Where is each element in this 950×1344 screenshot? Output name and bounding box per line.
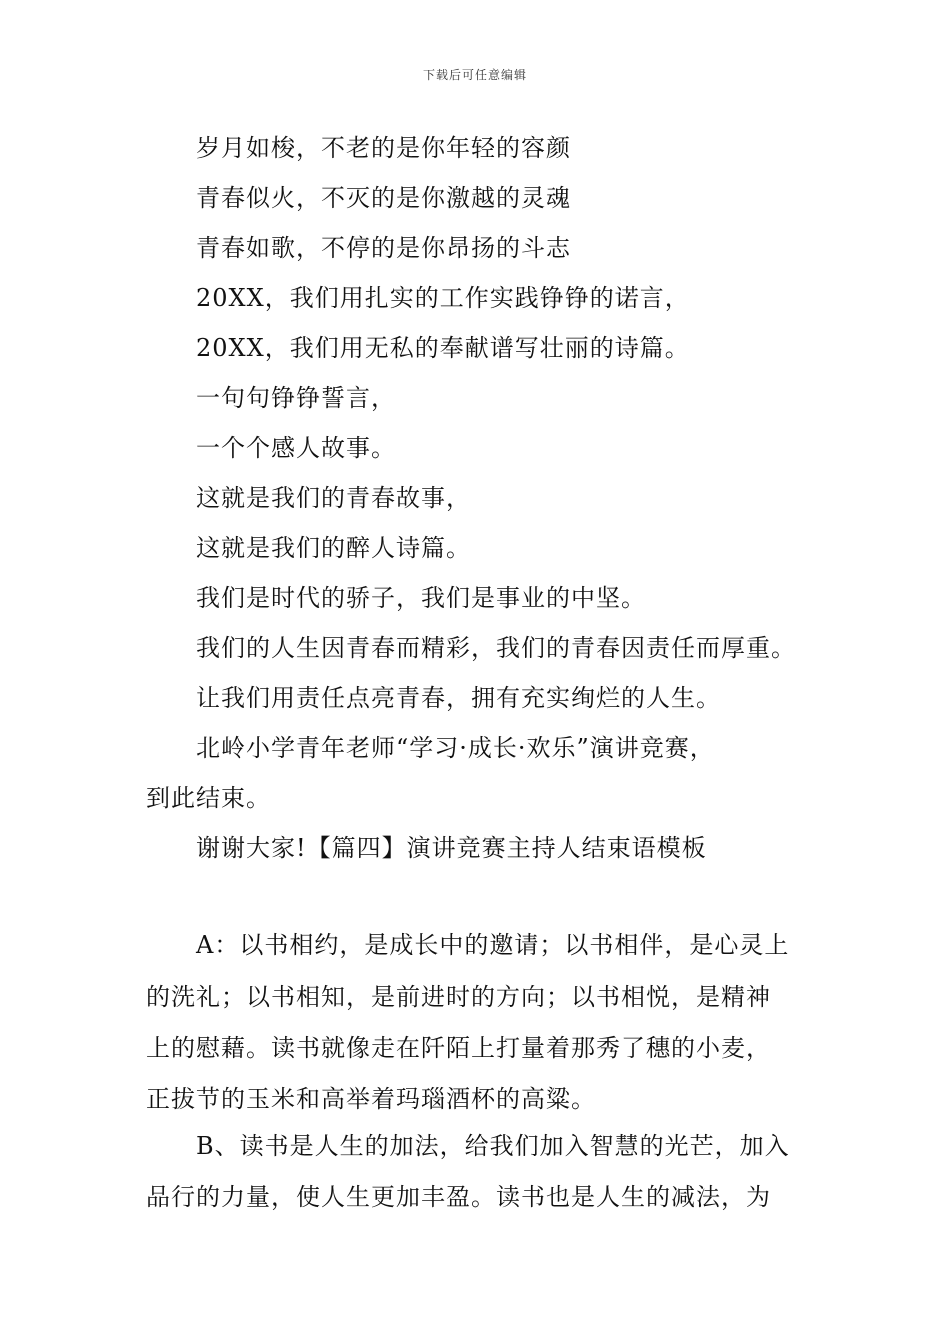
text-line: 我们是时代的骄子，我们是事业的中坚。	[196, 584, 646, 612]
text-line: 一个个感人故事。	[196, 434, 396, 462]
text-line: 正拔节的玉米和高举着玛瑙酒杯的高粱。	[146, 1085, 596, 1113]
text-line: 20XX，我们用扎实的工作实践铮铮的诺言，	[196, 284, 690, 312]
text-line: 谢谢大家!【篇四】演讲竞赛主持人结束语模板	[196, 834, 707, 862]
text-line: 20XX，我们用无私的奉献谱写壮丽的诗篇。	[196, 334, 690, 362]
text-line: A：以书相约，是成长中的邀请；以书相伴，是心灵上	[196, 931, 790, 959]
text-line: 品行的力量，使人生更加丰盈。读书也是人生的减法，为	[146, 1183, 771, 1211]
text-line: 我们的人生因青春而精彩，我们的青春因责任而厚重。	[196, 634, 796, 662]
text-line: 到此结束。	[146, 784, 271, 812]
text-line: 青春似火，不灭的是你激越的灵魂	[196, 184, 571, 212]
text-line: 上的慰藉。读书就像走在阡陌上打量着那秀了穗的小麦，	[146, 1034, 771, 1062]
text-line: 这就是我们的醉人诗篇。	[196, 534, 471, 562]
text-line: 让我们用责任点亮青春，拥有充实绚烂的人生。	[196, 684, 721, 712]
text-line: B、读书是人生的加法，给我们加入智慧的光芒，加入	[196, 1132, 790, 1160]
text-line: 一句句铮铮誓言，	[196, 384, 396, 412]
text-line: 这就是我们的青春故事，	[196, 484, 471, 512]
text-line: 岁月如梭，不老的是你年轻的容颜	[196, 134, 571, 162]
text-line: 的洗礼；以书相知，是前进时的方向；以书相悦，是精神	[146, 983, 771, 1011]
page-header: 下载后可任意编辑	[422, 68, 527, 82]
text-line: 青春如歌，不停的是你昂扬的斗志	[196, 234, 571, 262]
text-line: 北岭小学青年老师“学习·成长·欢乐”演讲竞赛，	[196, 734, 715, 762]
